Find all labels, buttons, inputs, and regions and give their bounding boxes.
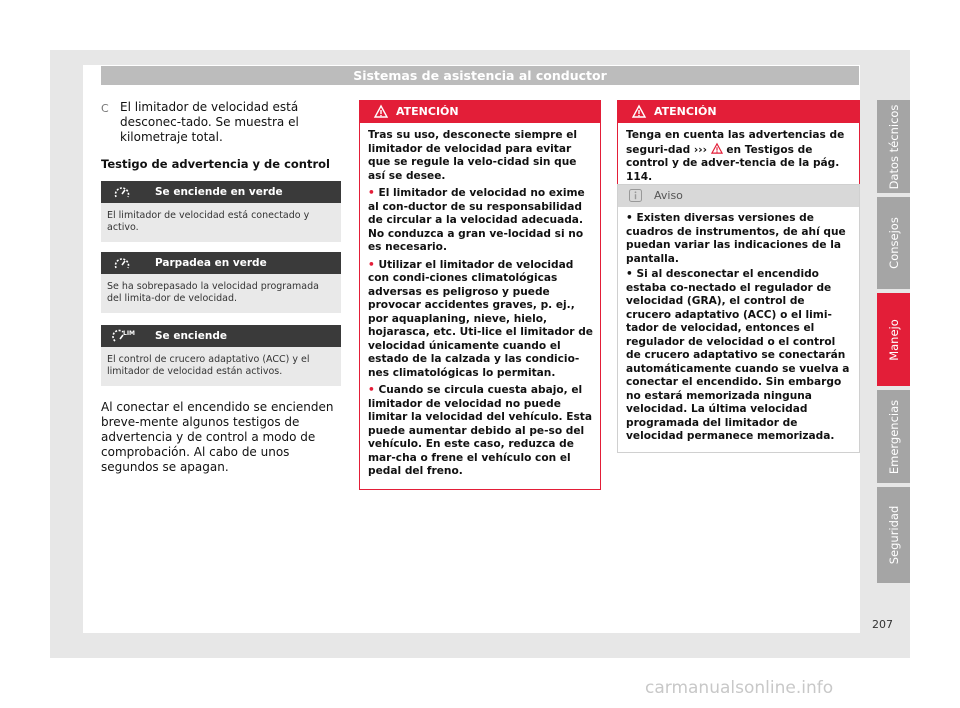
- cross-reference-link[interactable]: en Testigos de control y de adver-tencia de la pág. 114.: [626, 143, 840, 183]
- body-paragraph: Al conectar el encendido se encienden breve-mente algunos testigos de advertencia y de control a modo de comprobación. Al cabo de unos segundos se apagan.: [101, 400, 334, 474]
- indicator-description: El limitador de velocidad está conectado y activo.: [101, 203, 341, 242]
- indicator-description: Se ha sobrepasado la velocidad programada del limita-dor de velocidad.: [101, 274, 341, 313]
- warning-text-part: Tenga en cuenta las advertencias de seguri-dad ›››: [626, 129, 845, 156]
- note-bullet: [626, 268, 852, 444]
- tab-label: Manejo: [886, 318, 901, 361]
- page-header: Sistemas de asistencia al conductor: [101, 66, 859, 85]
- warning-box: [617, 100, 860, 195]
- warning-header: [618, 101, 859, 123]
- svg-text:LIM: LIM: [123, 330, 136, 337]
- bullet-text: Si al desconectar el encendido estaba co-nectado el regulador de velocidad (GRA), el control de crucero adaptativo (ACC) o el limi-tador de velocidad, entonces el regulador de velocidad o el control de crucero adaptativo se conectarán automáticamente cuando se vuelva a conectar el encendido. Sin embargo no estará memorizada ninguna velocidad. La última velocidad programada del limitador de velocidad permanece memorizada.: [626, 268, 850, 442]
- warning-triangle-icon: [632, 105, 646, 118]
- indicator-description: El control de crucero adaptativo (ACC) y el limitador de velocidad están activos.: [101, 347, 341, 386]
- tab-label: Emergencias: [886, 399, 901, 474]
- indicator-subheading: Testigo de advertencia y de control: [101, 157, 330, 171]
- bullet-text: Utilizar el limitador de velocidad con condi-ciones climatológicas adversas es peligroso y puede provocar accidentes graves, p. ej., por aquaplaning, nieve, hielo, hojarasca, etc. Uti-lice el limitador de velocidad únicamente cuando el estado de la calzada y las condicio-nes climatológicas lo permitan.: [368, 258, 593, 379]
- tab-label: Consejos: [886, 217, 901, 269]
- indicator-title: Se enciende: [155, 330, 227, 342]
- tab-label: Seguridad: [886, 505, 901, 565]
- watermark: carmanualsonline.info: [645, 678, 834, 698]
- note-box: [617, 184, 860, 453]
- indicator-block: [101, 252, 341, 313]
- warning-title: ATENCIÓN: [396, 105, 459, 118]
- note-title: Aviso: [654, 189, 683, 202]
- warning-title: ATENCIÓN: [654, 105, 717, 118]
- speedometer-lim-icon: [114, 329, 136, 343]
- indicator-header: [101, 252, 341, 274]
- tab-seguridad[interactable]: [877, 487, 910, 583]
- bullet-icon: •: [368, 258, 379, 271]
- info-icon: [629, 189, 642, 202]
- step-marker: C: [101, 102, 109, 115]
- warning-bullet: [368, 187, 593, 255]
- bullet-icon: •: [368, 187, 379, 199]
- bullet-icon: •: [626, 212, 637, 224]
- warning-box: [359, 100, 601, 490]
- bullet-icon: •: [368, 384, 379, 396]
- tab-datos-tecnicos[interactable]: [877, 100, 910, 193]
- bullet-text: El limitador de velocidad no exime al con-ductor de su responsabilidad de circular a la velocidad adecuada. No conduzca a gran ve-locidad si no es necesario.: [368, 187, 585, 253]
- warning-header: [360, 101, 600, 123]
- tab-emergencias[interactable]: [877, 390, 910, 483]
- intro-text: El limitador de velocidad está desconec-tado. Se muestra el kilometraje total.: [120, 100, 299, 144]
- indicator-header: [101, 325, 341, 347]
- speedometer-icon: [114, 185, 130, 199]
- bullet-text: Cuando se circula cuesta abajo, el limitador de velocidad no puede limitar la velocidad del vehículo. Esta puede aumentar debido al pe-so del vehículo. En este caso, reduzca de mar-cha o frene el vehículo con el pedal del freno.: [368, 384, 592, 477]
- note-body: [618, 207, 859, 452]
- indicator-header: [101, 181, 341, 203]
- warning-text: [626, 129, 852, 184]
- warning-bullet: [368, 259, 593, 381]
- bullet-icon: •: [626, 268, 637, 280]
- warning-triangle-icon: [711, 143, 723, 154]
- page-number: 207: [872, 618, 893, 631]
- note-bullet: [626, 212, 852, 266]
- bullet-text: Existen diversas versiones de cuadros de instrumentos, de ahí que puedan variar las indicaciones de la pantalla.: [626, 212, 846, 265]
- indicator-title: Parpadea en verde: [155, 257, 267, 269]
- indicator-title: Se enciende en verde: [155, 186, 283, 198]
- tab-manejo[interactable]: [877, 293, 910, 386]
- left-column: [101, 100, 341, 475]
- indicator-block: [101, 181, 341, 242]
- warning-triangle-icon: [374, 105, 388, 118]
- warning-body: [360, 123, 600, 489]
- indicator-block: [101, 325, 341, 386]
- warning-bullet: [368, 384, 593, 479]
- speedometer-icon: [114, 256, 130, 270]
- note-header: [618, 185, 859, 207]
- tab-consejos[interactable]: [877, 197, 910, 289]
- tab-label: Datos técnicos: [886, 104, 901, 189]
- warning-intro: Tras su uso, desconecte siempre el limitador de velocidad para evitar que se regule la velo-cidad sin que así se desee.: [368, 129, 578, 182]
